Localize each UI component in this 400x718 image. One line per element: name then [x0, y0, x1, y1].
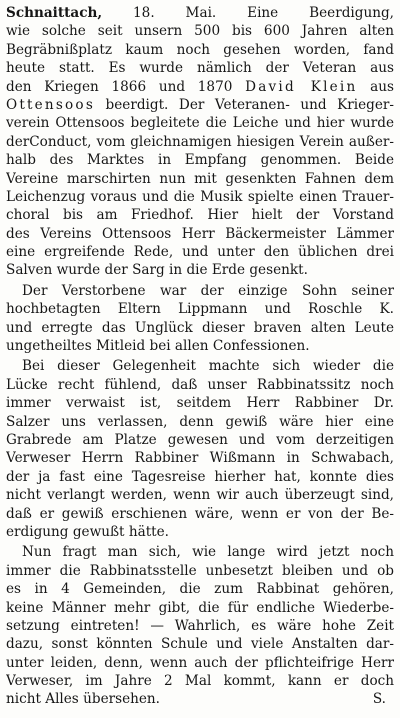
author-signature: S. [372, 691, 386, 708]
article-line: Verweser Herrn Rabbiner Wißmann in Schwabach, [6, 450, 394, 467]
article-line: heute statt. Es wurde nämlich der Veteran aus [6, 60, 394, 77]
article-line: Grabrede am Platze gewesen und vom derzeitigen [6, 431, 394, 448]
spaced-name: Ottensoos [6, 96, 95, 113]
article-line: Vereine marschirten nun mit gesenkten Fahnen dem [6, 170, 394, 187]
article-line: choral bis am Friedhof. Hier hielt der Vorstand [6, 207, 394, 224]
article-paragraph-1 [6, 4, 394, 280]
article-line: immer die Rabbinatsstelle unbesetzt bleiben und ob [6, 562, 394, 579]
article-line: Bei dieser Gelegenheit machte sich wieder die [22, 358, 394, 375]
article-line: verein Ottensoos begleitete die Leiche und hier wurde [6, 115, 394, 132]
article-line: und erregte das Unglück dieser braven alten Leute [6, 319, 394, 336]
article-line: derConduct, vom gleichnamigen hiesigen Verein außer- [6, 133, 394, 150]
article-line: hochbetagten Eltern Lippmann und Roschle K. [6, 301, 394, 318]
article-paragraph-2 [6, 282, 394, 356]
article-line: keine Männer mehr gibt, die für endliche Wiederbe- [6, 599, 394, 616]
article-line: wie solche seit unsern 500 bis 600 Jahren alten [6, 23, 394, 40]
article-line: ungetheiltes Mitleid bei allen Confessionen. [6, 338, 310, 355]
article-line: eine ergreifende Rede, und unter den üblichen drei [6, 244, 394, 261]
article-line: Schnaittach, 18. Mai. Eine Beerdigung, [6, 5, 394, 21]
article-line: nicht verlangt werden, wenn wir auch überzeugt sind, [6, 487, 394, 504]
article-line: Salven wurde der Sarg in die Erde gesenkt. [6, 262, 308, 279]
article-line: den Kriegen 1866 und 1870 David Klein aus [6, 78, 394, 95]
article-line: daß er gewiß erschienen wäre, wenn er von der Be- [6, 505, 394, 522]
spaced-name: David Klein [245, 78, 358, 95]
article-line: des Vereins Ottensoos Herr Bäckermeister Lämmer [6, 225, 394, 242]
article-line: Verweser, im Jahre 2 Mal kommt, kann er doch [6, 673, 394, 690]
article-line: erdigung gewußt hätte. [6, 523, 169, 540]
dateline: Schnaittach, [6, 5, 103, 21]
article-line: Nun fragt man sich, wie lange wird jetzt noch [22, 544, 394, 561]
article-line: setzung eintreten! — Wahrlich, es wäre hohe Zeit [6, 617, 394, 634]
article-line: halb des Marktes in Empfang genommen. Beide [6, 152, 394, 169]
article-line: Leichenzug voraus und die Musik spielte einen Trauer- [6, 188, 394, 205]
article-line: Der Verstorbene war der einzige Sohn seiner [22, 282, 394, 299]
article-line: es in 4 Gemeinden, die zum Rabbinat gehören, [6, 581, 394, 598]
article-line: Salzer uns verlassen, denn gewiß wäre hier eine [6, 413, 394, 430]
article-line: unter leiden, denn, wenn auch der pflichteifrige Herr [6, 654, 394, 671]
article-paragraph-4 [6, 543, 394, 709]
article-line: Lücke recht fühlend, daß unser Rabbinatssitz noch [6, 376, 394, 393]
article-line: immer verwaist ist, seitdem Herr Rabbiner Dr. [6, 395, 394, 412]
article-line: Ottensoos beerdigt. Der Veteranen- und Krieger- [6, 96, 394, 113]
article-line: nicht Alles übersehen. [6, 691, 161, 708]
article-final-line [6, 690, 394, 708]
article-line: dazu, sonst könnten Schule und viele Anstalten dar- [6, 636, 394, 653]
article-paragraph-3 [6, 357, 394, 541]
article-line: Begräbnißplatz kaum noch gesehen worden, fand [6, 41, 394, 58]
article-line: der ja fast eine Tagesreise hierher hat, konnte dies [6, 468, 394, 485]
